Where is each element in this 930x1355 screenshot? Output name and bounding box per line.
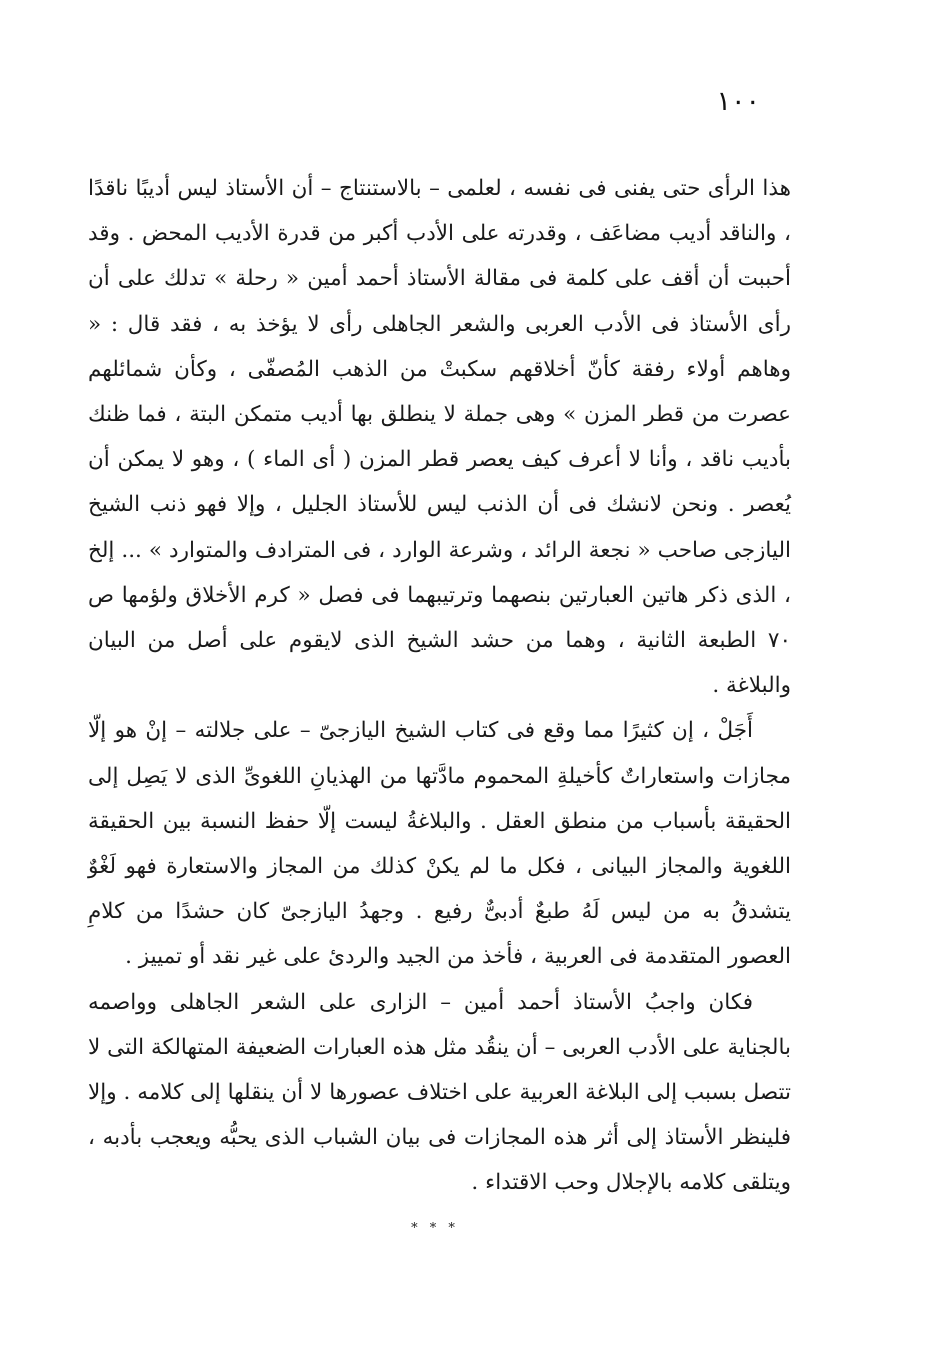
page-number: ١٠٠ [716,86,760,117]
section-separator: * * * [411,1221,459,1236]
paragraph-2: أَجَلْ ، إن كثيرًا مما وقع فى كتاب الشيخ اليازجىّ – على جلالته – إنْ هو إلّا مجازات واستعاراتٌ كأخيلةِ المحموم مادَّتها من الهذيانِ اللغوىِّ الذى لا يَصِل إلى الحقيقة بأسباب من منطق العقل . والبلاغةُ ليست إلّا حفظ النسبة بين الحقيقة اللغوية والمجاز البيانى ، فكل ما لم يكنْ كذلك من المجاز والاستعارة فهو لَغْوٌ يتشدقُ به من ليس لَهُ طبعٌ أدبىٌّ رفيع . وجهدُ اليازجىّ كان حشدًا من كلامِ العصور المتقدمة فى العربية ، فأخذ من الجيد والردئ على غير نقد أو تمييز . [88,718,791,970]
article-body [88,166,791,1206]
paragraph-3: فكان واجبُ الأستاذ أحمد أمين – الزارى على الشعر الجاهلى وواصمه بالجناية على الأدب العربى – أن ينقُد مثل هذه العبارات الضعيفة المتهالكة التى لا تتصل بسبب إلى البلاغة العربية على اختلاف عصورها لا أن ينقلها إلى كلامه . وإلا فلينظر الأستاذ إلى أثر هذه المجازات فى بيان الشباب الذى يحبُّه ويعجب بأدبه ، ويتلقى كلامه بالإجلال وحب الاقتداء . [88,989,791,1196]
paragraph-1: هذا الرأى حتى يفنى فى نفسه ، لعلمى – بالاستنتاج – أن الأستاذ ليس أديبًا ناقدًا ، والناقد أديب مضاعَف ، وقدرته على الأدب أكبر من قدرة الأديب المحض . وقد أحببت أن أقف على كلمة فى مقالة الأستاذ أحمد أمين « رحلة » تدلك على أن رأى الأستاذ فى الأدب العربى والشعر الجاهلى رأى لا يؤخذ به ، فقد قال : « وهاهم أولاء رفقة كأنّ أخلاقهم سكبتْ من الذهب المُصفّى ، وكأن شمائلهم عصرت من قطر المزن » وهى جملة لا ينطلق بها أديب متمكن البتة ، فما ظنك بأديب ناقد ، وأنا لا أعرف كيف يعصر قطر المزن ( أى الماء ) ، وهو لا يمكن أن يُعصر . ونحن لانشك فى أن الذنب ليس للأستاذ الجليل ، وإلا فهو ذنب الشيخ اليازجى صاحب « نجعة الرائد ، وشرعة الوارد ، فى المترادف والمتوارد » ... إلخ ، الذى ذكر هاتين العبارتين بنصهما وترتيبهما فى فصل « كرم الأخلاق ولؤمها ص ٧٠ الطبعة الثانية ، وهما من حشد الشيخ الذى لايقوم على أصل من البيان والبلاغة . [88,176,791,699]
